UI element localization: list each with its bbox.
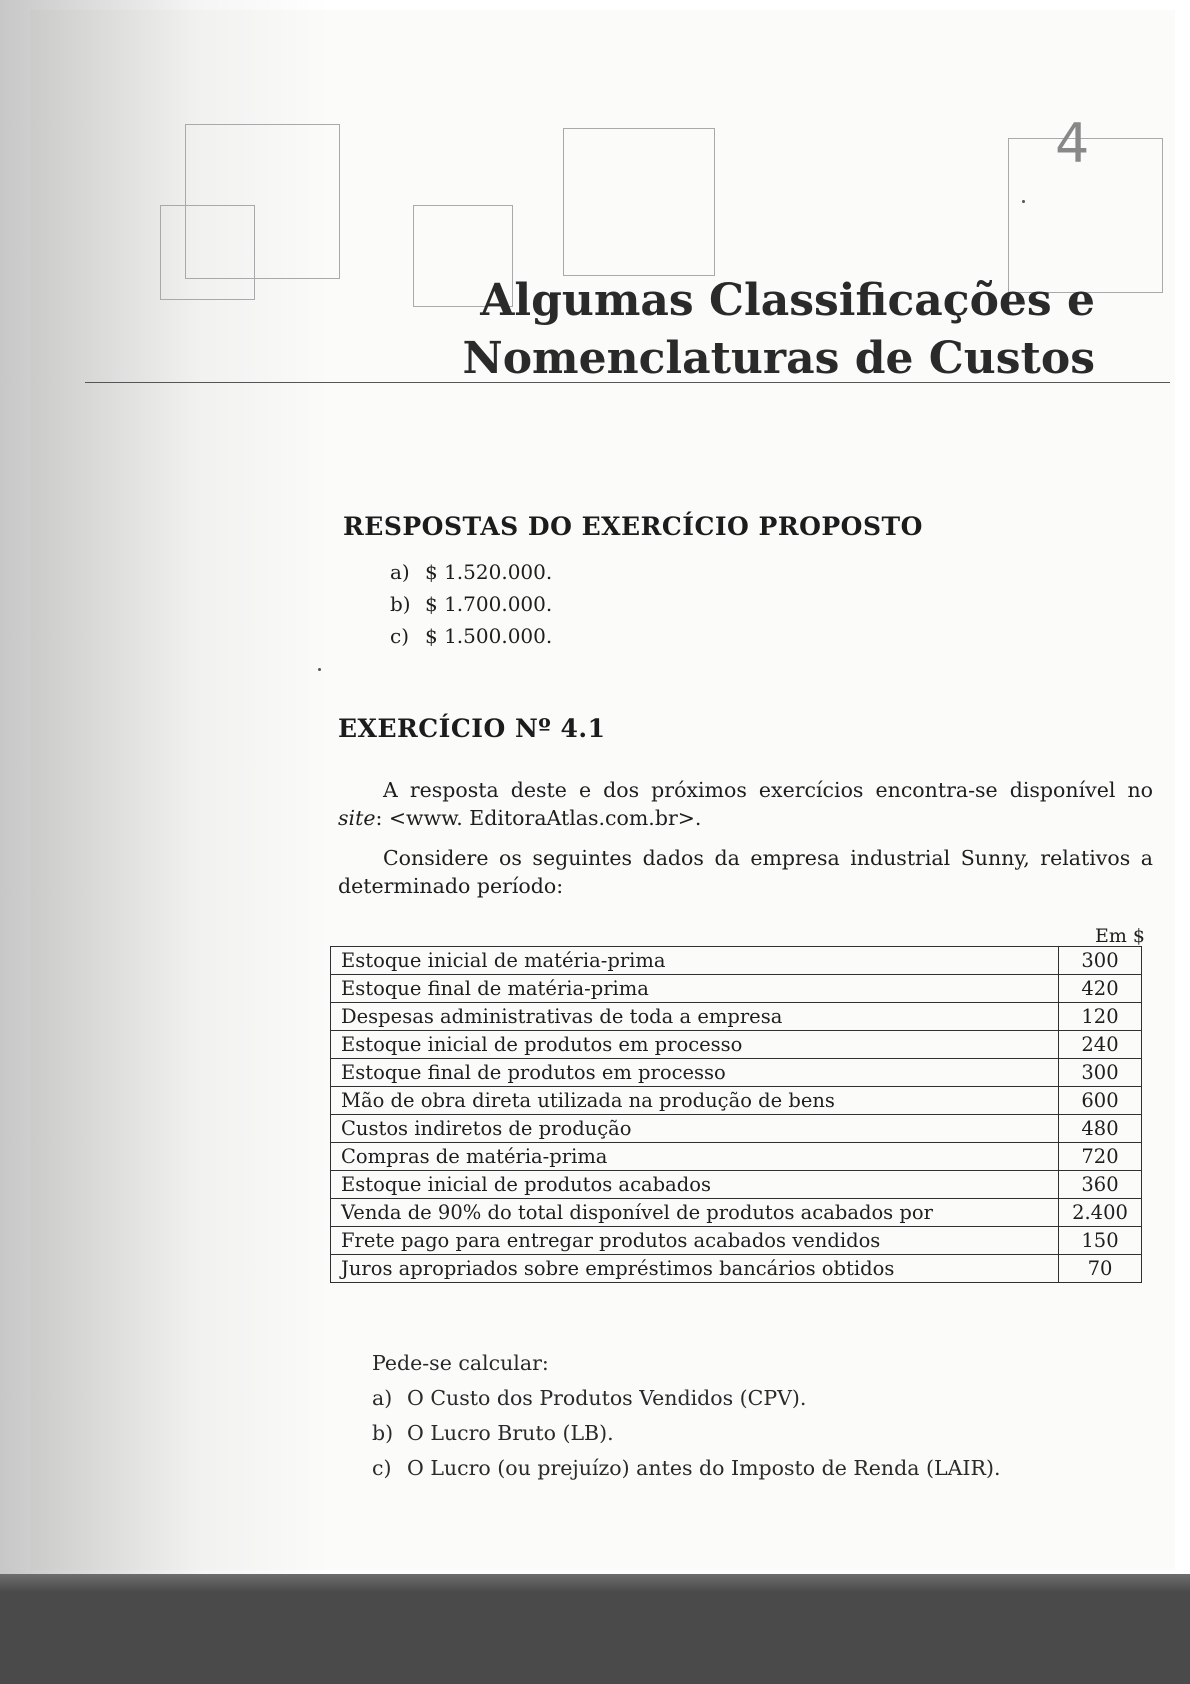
- exercise-paragraph-2: Considere os seguintes dados da empresa industrial Sunny, relativos a determinado período:: [338, 846, 1153, 898]
- row-value: 720: [1059, 1143, 1142, 1171]
- answers-list: [390, 556, 552, 652]
- answer-letter: a): [390, 560, 410, 584]
- scan-speck: [318, 668, 321, 671]
- chapter-title-line-1: Algumas Classificações e: [480, 275, 1095, 326]
- scan-speck: [1022, 200, 1025, 203]
- row-value: 300: [1059, 1059, 1142, 1087]
- row-label: Compras de matéria-prima: [331, 1143, 1059, 1171]
- question-item: [372, 1381, 1000, 1416]
- answer-letter: b): [390, 592, 411, 616]
- question-text: O Lucro (ou prejuízo) antes do Imposto de Renda (LAIR).: [407, 1456, 1001, 1480]
- answer-value: $ 1.700.000.: [425, 592, 553, 616]
- row-label: Estoque inicial de produtos acabados: [331, 1171, 1059, 1199]
- row-value: 300: [1059, 947, 1142, 975]
- data-table: [330, 946, 1142, 1283]
- row-value: 360: [1059, 1171, 1142, 1199]
- answer-item: [390, 556, 552, 588]
- table-row: [331, 1059, 1142, 1087]
- questions-intro: Pede-se calcular:: [372, 1351, 549, 1375]
- row-label: Venda de 90% do total disponível de produtos acabados por: [331, 1199, 1059, 1227]
- row-label: Estoque final de matéria-prima: [331, 975, 1059, 1003]
- row-label: Mão de obra direta utilizada na produção de bens: [331, 1087, 1059, 1115]
- row-label: Despesas administrativas de toda a empresa: [331, 1003, 1059, 1031]
- site-word: site: [338, 806, 376, 830]
- question-item: [372, 1451, 1000, 1486]
- answer-item: [390, 588, 552, 620]
- row-label: Custos indiretos de produção: [331, 1115, 1059, 1143]
- chapter-title: [462, 272, 1095, 388]
- question-letter: a): [372, 1386, 393, 1410]
- row-value: 2.400: [1059, 1199, 1142, 1227]
- scan-bottom-edge: [0, 1574, 1190, 1684]
- table-row: [331, 1003, 1142, 1031]
- table-row: [331, 975, 1142, 1003]
- answer-value: $ 1.500.000.: [425, 624, 553, 648]
- answer-letter: c): [390, 624, 410, 648]
- questions-block: [372, 1346, 1000, 1486]
- chapter-number: 4: [1055, 112, 1090, 175]
- answer-item: [390, 620, 552, 652]
- row-label: Estoque final de produtos em processo: [331, 1059, 1059, 1087]
- row-value: 480: [1059, 1115, 1142, 1143]
- row-label: Estoque inicial de produtos em processo: [331, 1031, 1059, 1059]
- question-letter: b): [372, 1421, 394, 1445]
- table-row: [331, 1115, 1142, 1143]
- row-value: 120: [1059, 1003, 1142, 1031]
- question-text: O Lucro Bruto (LB).: [407, 1421, 614, 1445]
- row-label: Juros apropriados sobre empréstimos bancários obtidos: [331, 1255, 1059, 1283]
- table-row: [331, 1171, 1142, 1199]
- exercise-heading: EXERCÍCIO Nº 4.1: [338, 714, 606, 743]
- table-row: [331, 1227, 1142, 1255]
- table-row: [331, 1087, 1142, 1115]
- table-row: [331, 1255, 1142, 1283]
- row-value: 420: [1059, 975, 1142, 1003]
- table-row: [331, 1031, 1142, 1059]
- table-row: [331, 1199, 1142, 1227]
- question-item: [372, 1416, 1000, 1451]
- decorative-square: [563, 128, 715, 276]
- table-unit: Em $: [1095, 925, 1146, 947]
- row-value: 240: [1059, 1031, 1142, 1059]
- table-row: [331, 947, 1142, 975]
- row-value: 70: [1059, 1255, 1142, 1283]
- chapter-title-line-2: Nomenclaturas de Custos: [462, 333, 1095, 384]
- row-value: 600: [1059, 1087, 1142, 1115]
- exercise-paragraph-1: [338, 776, 1153, 832]
- answer-value: $ 1.520.000.: [425, 560, 553, 584]
- row-label: Frete pago para entregar produtos acabados vendidos: [331, 1227, 1059, 1255]
- title-rule: [85, 382, 1170, 383]
- row-label: Estoque inicial de matéria-prima: [331, 947, 1059, 975]
- paragraph-text: A resposta deste e dos próximos exercícios encontra-se disponível no: [383, 778, 1153, 802]
- question-letter: c): [372, 1456, 392, 1480]
- decorative-square: [160, 205, 255, 300]
- question-text: O Custo dos Produtos Vendidos (CPV).: [407, 1386, 807, 1410]
- answers-heading: RESPOSTAS DO EXERCÍCIO PROPOSTO: [343, 512, 923, 541]
- paragraph-text-link: : <www. EditoraAtlas.com.br>.: [375, 806, 702, 830]
- row-value: 150: [1059, 1227, 1142, 1255]
- table-row: [331, 1143, 1142, 1171]
